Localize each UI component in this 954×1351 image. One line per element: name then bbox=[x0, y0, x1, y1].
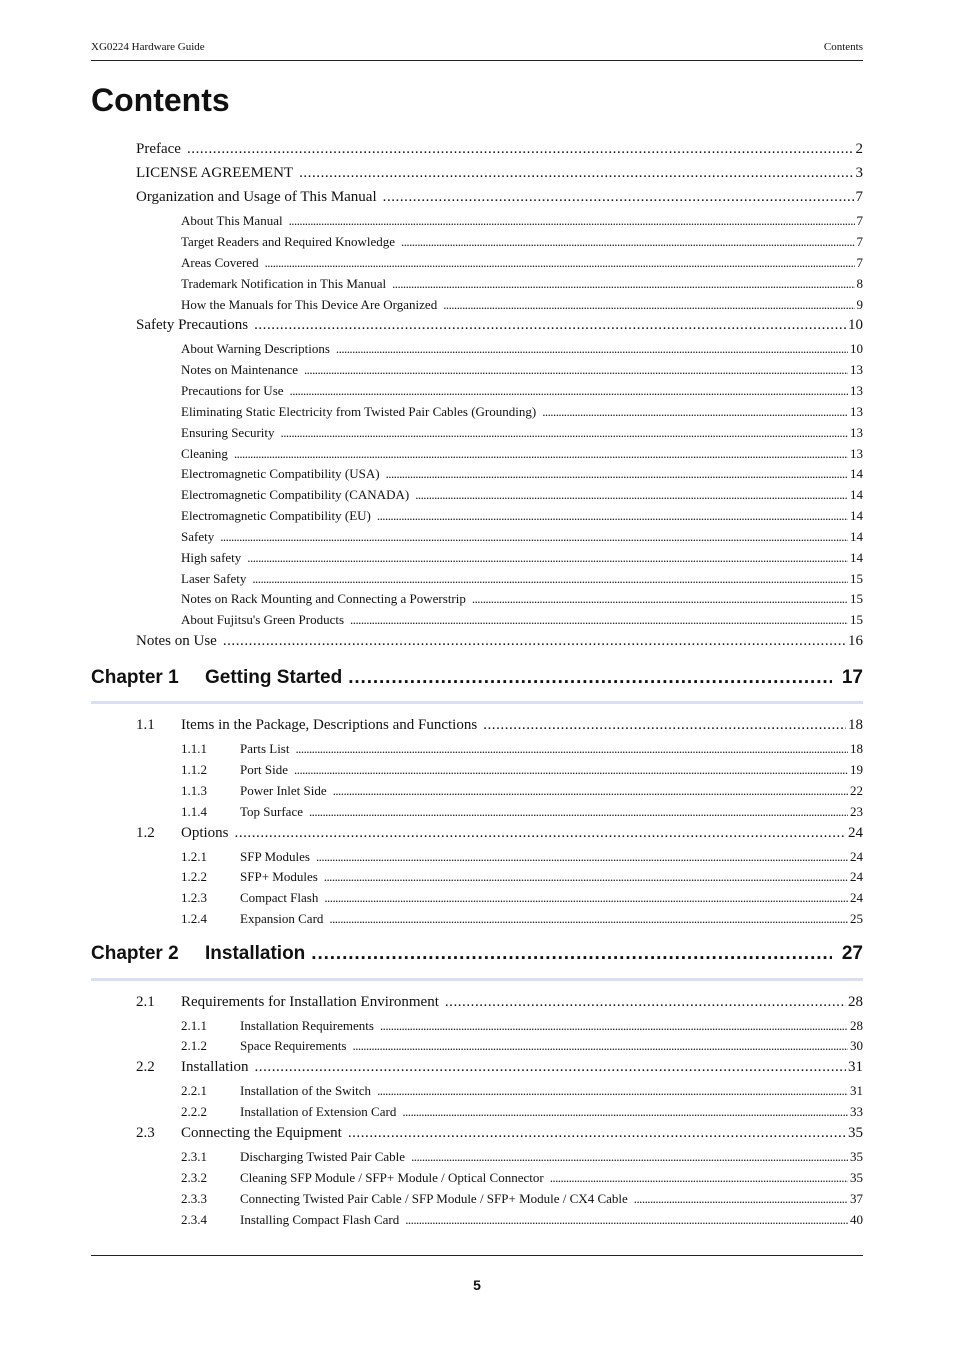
toc-entry-label: Notes on Rack Mounting and Connecting a Powerstrip bbox=[181, 591, 466, 606]
toc-entry[interactable] bbox=[181, 466, 863, 482]
toc-entry-number: 2.2.1 bbox=[181, 1083, 207, 1098]
dot-leader bbox=[472, 591, 848, 607]
toc-entry-page: 3 bbox=[855, 165, 863, 181]
toc-entry[interactable] bbox=[181, 487, 863, 503]
toc-entry-number: 1.1.3 bbox=[181, 783, 207, 798]
page-number: 5 bbox=[473, 1277, 481, 1293]
toc-entry-label: Expansion Card bbox=[240, 911, 324, 926]
toc-entry[interactable] bbox=[181, 404, 863, 420]
toc-entry-page: 7 bbox=[856, 213, 863, 228]
toc-entry[interactable] bbox=[181, 508, 863, 524]
chapter-heading[interactable] bbox=[91, 943, 863, 969]
toc-entry-label: Installation bbox=[181, 1059, 249, 1075]
toc-entry[interactable] bbox=[181, 425, 863, 441]
toc-entry-page: 13 bbox=[850, 446, 863, 461]
toc-entry-label: Installation of the Switch bbox=[240, 1083, 372, 1098]
toc-entry[interactable] bbox=[181, 213, 863, 229]
dot-leader bbox=[634, 1191, 848, 1207]
toc-entry[interactable] bbox=[136, 825, 863, 842]
toc-entry-label: How the Manuals for This Device Are Organized bbox=[181, 297, 438, 312]
dot-leader bbox=[309, 804, 848, 820]
dot-leader bbox=[329, 911, 848, 927]
toc-entry[interactable] bbox=[181, 297, 863, 313]
toc-entry-page: 35 bbox=[848, 1125, 863, 1141]
toc-entry-number: 1.2.1 bbox=[181, 849, 207, 864]
toc-entry-number: 1.1.1 bbox=[181, 741, 207, 756]
toc-entry-label: Cleaning bbox=[181, 446, 228, 461]
dot-leader bbox=[402, 1104, 848, 1120]
toc-entry-page: 13 bbox=[850, 425, 863, 440]
dot-leader bbox=[392, 276, 854, 292]
toc-entry-page: 23 bbox=[850, 804, 863, 819]
dot-leader bbox=[252, 571, 848, 587]
toc-entry-label: Connecting Twisted Pair Cable / SFP Module / SFP+ Module / CX4 Cable bbox=[240, 1191, 628, 1206]
toc-entry-number: 1.2.2 bbox=[181, 869, 207, 884]
dot-leader bbox=[295, 741, 848, 757]
toc-entry[interactable] bbox=[181, 762, 863, 778]
toc-entry-number: 1.1 bbox=[136, 717, 155, 733]
toc-entry-label: Top Surface bbox=[240, 804, 303, 819]
dot-leader bbox=[542, 404, 848, 420]
toc-entry[interactable] bbox=[181, 362, 863, 378]
toc-entry-number: 2.3.4 bbox=[181, 1212, 207, 1227]
toc-entry-page: 13 bbox=[850, 383, 863, 398]
toc-entry-page: 14 bbox=[850, 529, 863, 544]
dot-leader bbox=[405, 1212, 848, 1228]
toc-entry[interactable] bbox=[136, 633, 863, 650]
toc-entry[interactable] bbox=[181, 1104, 863, 1120]
toc-entry-page: 33 bbox=[850, 1104, 863, 1119]
toc-entry[interactable] bbox=[136, 994, 863, 1011]
toc-entry-label: Safety bbox=[181, 529, 215, 544]
toc-entry-label: Cleaning SFP Module / SFP+ Module / Optical Connector bbox=[240, 1170, 544, 1185]
toc-entry-page: 15 bbox=[850, 571, 863, 586]
toc-entry-page: 16 bbox=[848, 633, 863, 649]
toc-entry-label: Discharging Twisted Pair Cable bbox=[240, 1149, 406, 1164]
dot-leader bbox=[386, 466, 848, 482]
toc-entry-number: 2.2.2 bbox=[181, 1104, 207, 1119]
toc-entry-page: 2 bbox=[855, 141, 863, 157]
toc-entry[interactable] bbox=[181, 571, 863, 587]
toc-entry-label: LICENSE AGREEMENT bbox=[136, 165, 294, 181]
toc-entry-page: 22 bbox=[850, 783, 863, 798]
toc-entry-label: Items in the Package, Descriptions and Functions bbox=[181, 717, 478, 733]
dot-leader bbox=[247, 550, 848, 566]
toc-entry-number: 2.3.1 bbox=[181, 1149, 207, 1164]
toc-entry-label: Eliminating Static Electricity from Twisted Pair Cables (Grounding) bbox=[181, 404, 537, 419]
toc-entry-number: 1.2 bbox=[136, 825, 155, 841]
toc-entry[interactable] bbox=[181, 550, 863, 566]
dot-leader bbox=[348, 1125, 846, 1142]
toc-entry-label: Areas Covered bbox=[181, 255, 259, 270]
toc-entry[interactable] bbox=[181, 849, 863, 865]
dot-leader bbox=[235, 825, 846, 842]
toc-entry-page: 28 bbox=[850, 1018, 863, 1033]
toc-entry-label: Laser Safety bbox=[181, 571, 247, 586]
header-section-name: Contents bbox=[823, 41, 863, 53]
header-document-title: XG0224 Hardware Guide bbox=[91, 41, 205, 53]
toc-entry-page: 8 bbox=[856, 276, 863, 291]
dot-leader bbox=[550, 1170, 848, 1186]
toc-entry-page: 10 bbox=[850, 341, 863, 356]
dot-leader bbox=[187, 141, 854, 158]
dot-leader bbox=[336, 341, 848, 357]
chapter-rule bbox=[91, 701, 863, 704]
toc-entry-number: 1.2.4 bbox=[181, 911, 207, 926]
dot-leader bbox=[220, 529, 848, 545]
toc-entry-page: 35 bbox=[850, 1149, 863, 1164]
toc-entry-number: 2.1 bbox=[136, 994, 155, 1010]
toc-entry-page: 13 bbox=[850, 362, 863, 377]
dot-leader bbox=[299, 165, 853, 182]
toc-entry-page: 14 bbox=[850, 466, 863, 481]
dot-leader bbox=[316, 849, 848, 865]
toc-entry-page: 9 bbox=[856, 297, 863, 312]
dot-leader bbox=[311, 943, 832, 965]
toc-entry-label: SFP+ Modules bbox=[240, 869, 318, 884]
toc-entry-label: Target Readers and Required Knowledge bbox=[181, 234, 395, 249]
toc-entry-label: Safety Precautions bbox=[136, 317, 249, 333]
toc-entry-label: Trademark Notification in This Manual bbox=[181, 276, 387, 291]
chapter-label: Chapter 1 bbox=[91, 667, 179, 688]
toc-entry-page: 24 bbox=[848, 825, 863, 841]
toc-entry-page: 15 bbox=[850, 612, 863, 627]
toc-entry-page: 14 bbox=[850, 487, 863, 502]
toc-entry-page: 30 bbox=[850, 1038, 863, 1053]
toc-entry-page: 31 bbox=[850, 1083, 863, 1098]
toc-entry[interactable] bbox=[181, 446, 863, 462]
toc-entry-label: Port Side bbox=[240, 762, 289, 777]
toc-entry-page: 10 bbox=[848, 317, 863, 333]
toc-entry-label: Compact Flash bbox=[240, 890, 319, 905]
toc-entry-number: 1.1.4 bbox=[181, 804, 207, 819]
toc-entry-page: 25 bbox=[850, 911, 863, 926]
chapter-heading[interactable] bbox=[91, 667, 863, 693]
footer-rule bbox=[91, 1255, 863, 1256]
toc-entry[interactable] bbox=[181, 869, 863, 885]
chapter-label: Chapter 2 bbox=[91, 943, 179, 964]
dot-leader bbox=[324, 869, 848, 885]
toc-entry-page: 7 bbox=[856, 255, 863, 270]
toc-entry[interactable] bbox=[181, 1149, 863, 1165]
dot-leader bbox=[383, 189, 854, 206]
dot-leader bbox=[415, 487, 848, 503]
toc-entry-page: 24 bbox=[850, 890, 863, 905]
dot-leader bbox=[348, 667, 832, 689]
toc-entry-page: 7 bbox=[855, 189, 863, 205]
dot-leader bbox=[401, 234, 855, 250]
toc-entry[interactable] bbox=[181, 890, 863, 906]
toc-entry-page: 14 bbox=[850, 550, 863, 565]
dot-leader bbox=[304, 362, 848, 378]
toc-entry[interactable] bbox=[181, 341, 863, 357]
toc-entry-label: Preface bbox=[136, 141, 181, 157]
dot-leader bbox=[290, 383, 848, 399]
toc-entry-page: 37 bbox=[850, 1191, 863, 1206]
toc-entry-label: Installation of Extension Card bbox=[240, 1104, 397, 1119]
toc-entry-label: Parts List bbox=[240, 741, 290, 756]
toc-entry-page: 14 bbox=[850, 508, 863, 523]
toc-entry-page: 15 bbox=[850, 591, 863, 606]
dot-leader bbox=[294, 762, 848, 778]
dot-leader bbox=[333, 783, 848, 799]
dot-leader bbox=[234, 446, 848, 462]
toc-entry-label: Electromagnetic Compatibility (CANADA) bbox=[181, 487, 410, 502]
toc-entry-label: Requirements for Installation Environment bbox=[181, 994, 439, 1010]
dot-leader bbox=[483, 717, 846, 734]
toc-entry-label: About Fujitsu's Green Products bbox=[181, 612, 345, 627]
toc-entry[interactable] bbox=[181, 612, 863, 628]
toc-entry-number: 1.2.3 bbox=[181, 890, 207, 905]
toc-entry[interactable] bbox=[181, 804, 863, 820]
toc-entry[interactable] bbox=[181, 383, 863, 399]
dot-leader bbox=[411, 1149, 848, 1165]
toc-entry-label: About Warning Descriptions bbox=[181, 341, 330, 356]
toc-entry-page: 31 bbox=[848, 1059, 863, 1075]
toc-entry-number: 2.1.1 bbox=[181, 1018, 207, 1033]
toc-entry-label: Power Inlet Side bbox=[240, 783, 327, 798]
dot-leader bbox=[281, 425, 848, 441]
toc-entry[interactable] bbox=[181, 1212, 863, 1228]
toc-entry-number: 1.1.2 bbox=[181, 762, 207, 777]
toc-entry[interactable] bbox=[181, 741, 863, 757]
toc-entry-label: Electromagnetic Compatibility (USA) bbox=[181, 466, 380, 481]
toc-entry[interactable] bbox=[181, 591, 863, 607]
toc-entry-label: Installing Compact Flash Card bbox=[240, 1212, 400, 1227]
toc-entry-label: About This Manual bbox=[181, 213, 283, 228]
toc-entry[interactable] bbox=[136, 317, 863, 334]
running-header bbox=[91, 41, 863, 61]
toc-entry[interactable] bbox=[181, 234, 863, 250]
toc-entry[interactable] bbox=[136, 189, 863, 206]
toc-entry-label: Ensuring Security bbox=[181, 425, 275, 440]
chapter-page: 17 bbox=[841, 667, 863, 688]
dot-leader bbox=[223, 633, 846, 650]
toc-entry-label: Organization and Usage of This Manual bbox=[136, 189, 377, 205]
chapter-title: Getting Started bbox=[205, 667, 343, 688]
toc-entry[interactable] bbox=[181, 529, 863, 545]
toc-entry-label: Connecting the Equipment bbox=[181, 1125, 342, 1141]
dot-leader bbox=[324, 890, 848, 906]
dot-leader bbox=[255, 1059, 847, 1076]
toc-entry-page: 35 bbox=[850, 1170, 863, 1185]
toc-entry-page: 13 bbox=[850, 404, 863, 419]
toc-entry-label: Options bbox=[181, 825, 229, 841]
toc-entry-label: Space Requirements bbox=[240, 1038, 347, 1053]
toc-entry-page: 40 bbox=[850, 1212, 863, 1227]
chapter-page: 27 bbox=[841, 943, 863, 964]
chapter-rule bbox=[91, 978, 863, 981]
toc-entry-page: 24 bbox=[850, 849, 863, 864]
toc-entry-page: 28 bbox=[848, 994, 863, 1010]
toc-entry[interactable] bbox=[181, 255, 863, 271]
toc-entry[interactable] bbox=[181, 1170, 863, 1186]
dot-leader bbox=[265, 255, 855, 271]
dot-leader bbox=[377, 1083, 848, 1099]
toc-entry-label: Notes on Maintenance bbox=[181, 362, 298, 377]
toc-entry[interactable] bbox=[181, 1083, 863, 1099]
toc-entry-label: Electromagnetic Compatibility (EU) bbox=[181, 508, 371, 523]
dot-leader bbox=[350, 612, 848, 628]
dot-leader bbox=[445, 994, 846, 1011]
toc-entry-page: 19 bbox=[850, 762, 863, 777]
dot-leader bbox=[289, 213, 855, 229]
toc-entry[interactable] bbox=[136, 141, 863, 158]
toc-entry-page: 7 bbox=[856, 234, 863, 249]
dot-leader bbox=[353, 1038, 849, 1054]
toc-entry[interactable] bbox=[181, 783, 863, 799]
toc-entry[interactable] bbox=[181, 1018, 863, 1034]
toc-entry-label: Precautions for Use bbox=[181, 383, 284, 398]
toc-entry[interactable] bbox=[181, 276, 863, 292]
toc-entry[interactable] bbox=[181, 1191, 863, 1207]
page-title: Contents bbox=[91, 82, 230, 118]
toc-entry-number: 2.3.3 bbox=[181, 1191, 207, 1206]
toc-entry-page: 24 bbox=[850, 869, 863, 884]
toc-entry[interactable] bbox=[136, 165, 863, 182]
toc-entry-number: 2.2 bbox=[136, 1059, 155, 1075]
toc-entry-number: 2.3.2 bbox=[181, 1170, 207, 1185]
toc-entry-page: 18 bbox=[848, 717, 863, 733]
toc-entry-label: Installation Requirements bbox=[240, 1018, 374, 1033]
dot-leader bbox=[380, 1018, 848, 1034]
toc-entry[interactable] bbox=[136, 1125, 863, 1142]
toc-entry-number: 2.3 bbox=[136, 1125, 155, 1141]
toc-entry[interactable] bbox=[181, 1038, 863, 1054]
toc-entry[interactable] bbox=[181, 911, 863, 927]
toc-entry-page: 18 bbox=[850, 741, 863, 756]
dot-leader bbox=[377, 508, 848, 524]
toc-entry-number: 2.1.2 bbox=[181, 1038, 207, 1053]
toc-entry[interactable] bbox=[136, 717, 863, 734]
dot-leader bbox=[254, 317, 846, 334]
toc-entry[interactable] bbox=[136, 1059, 863, 1076]
toc-entry-label: High safety bbox=[181, 550, 242, 565]
dot-leader bbox=[443, 297, 854, 313]
chapter-title: Installation bbox=[205, 943, 306, 964]
toc-entry-label: Notes on Use bbox=[136, 633, 217, 649]
toc-entry-label: SFP Modules bbox=[240, 849, 310, 864]
